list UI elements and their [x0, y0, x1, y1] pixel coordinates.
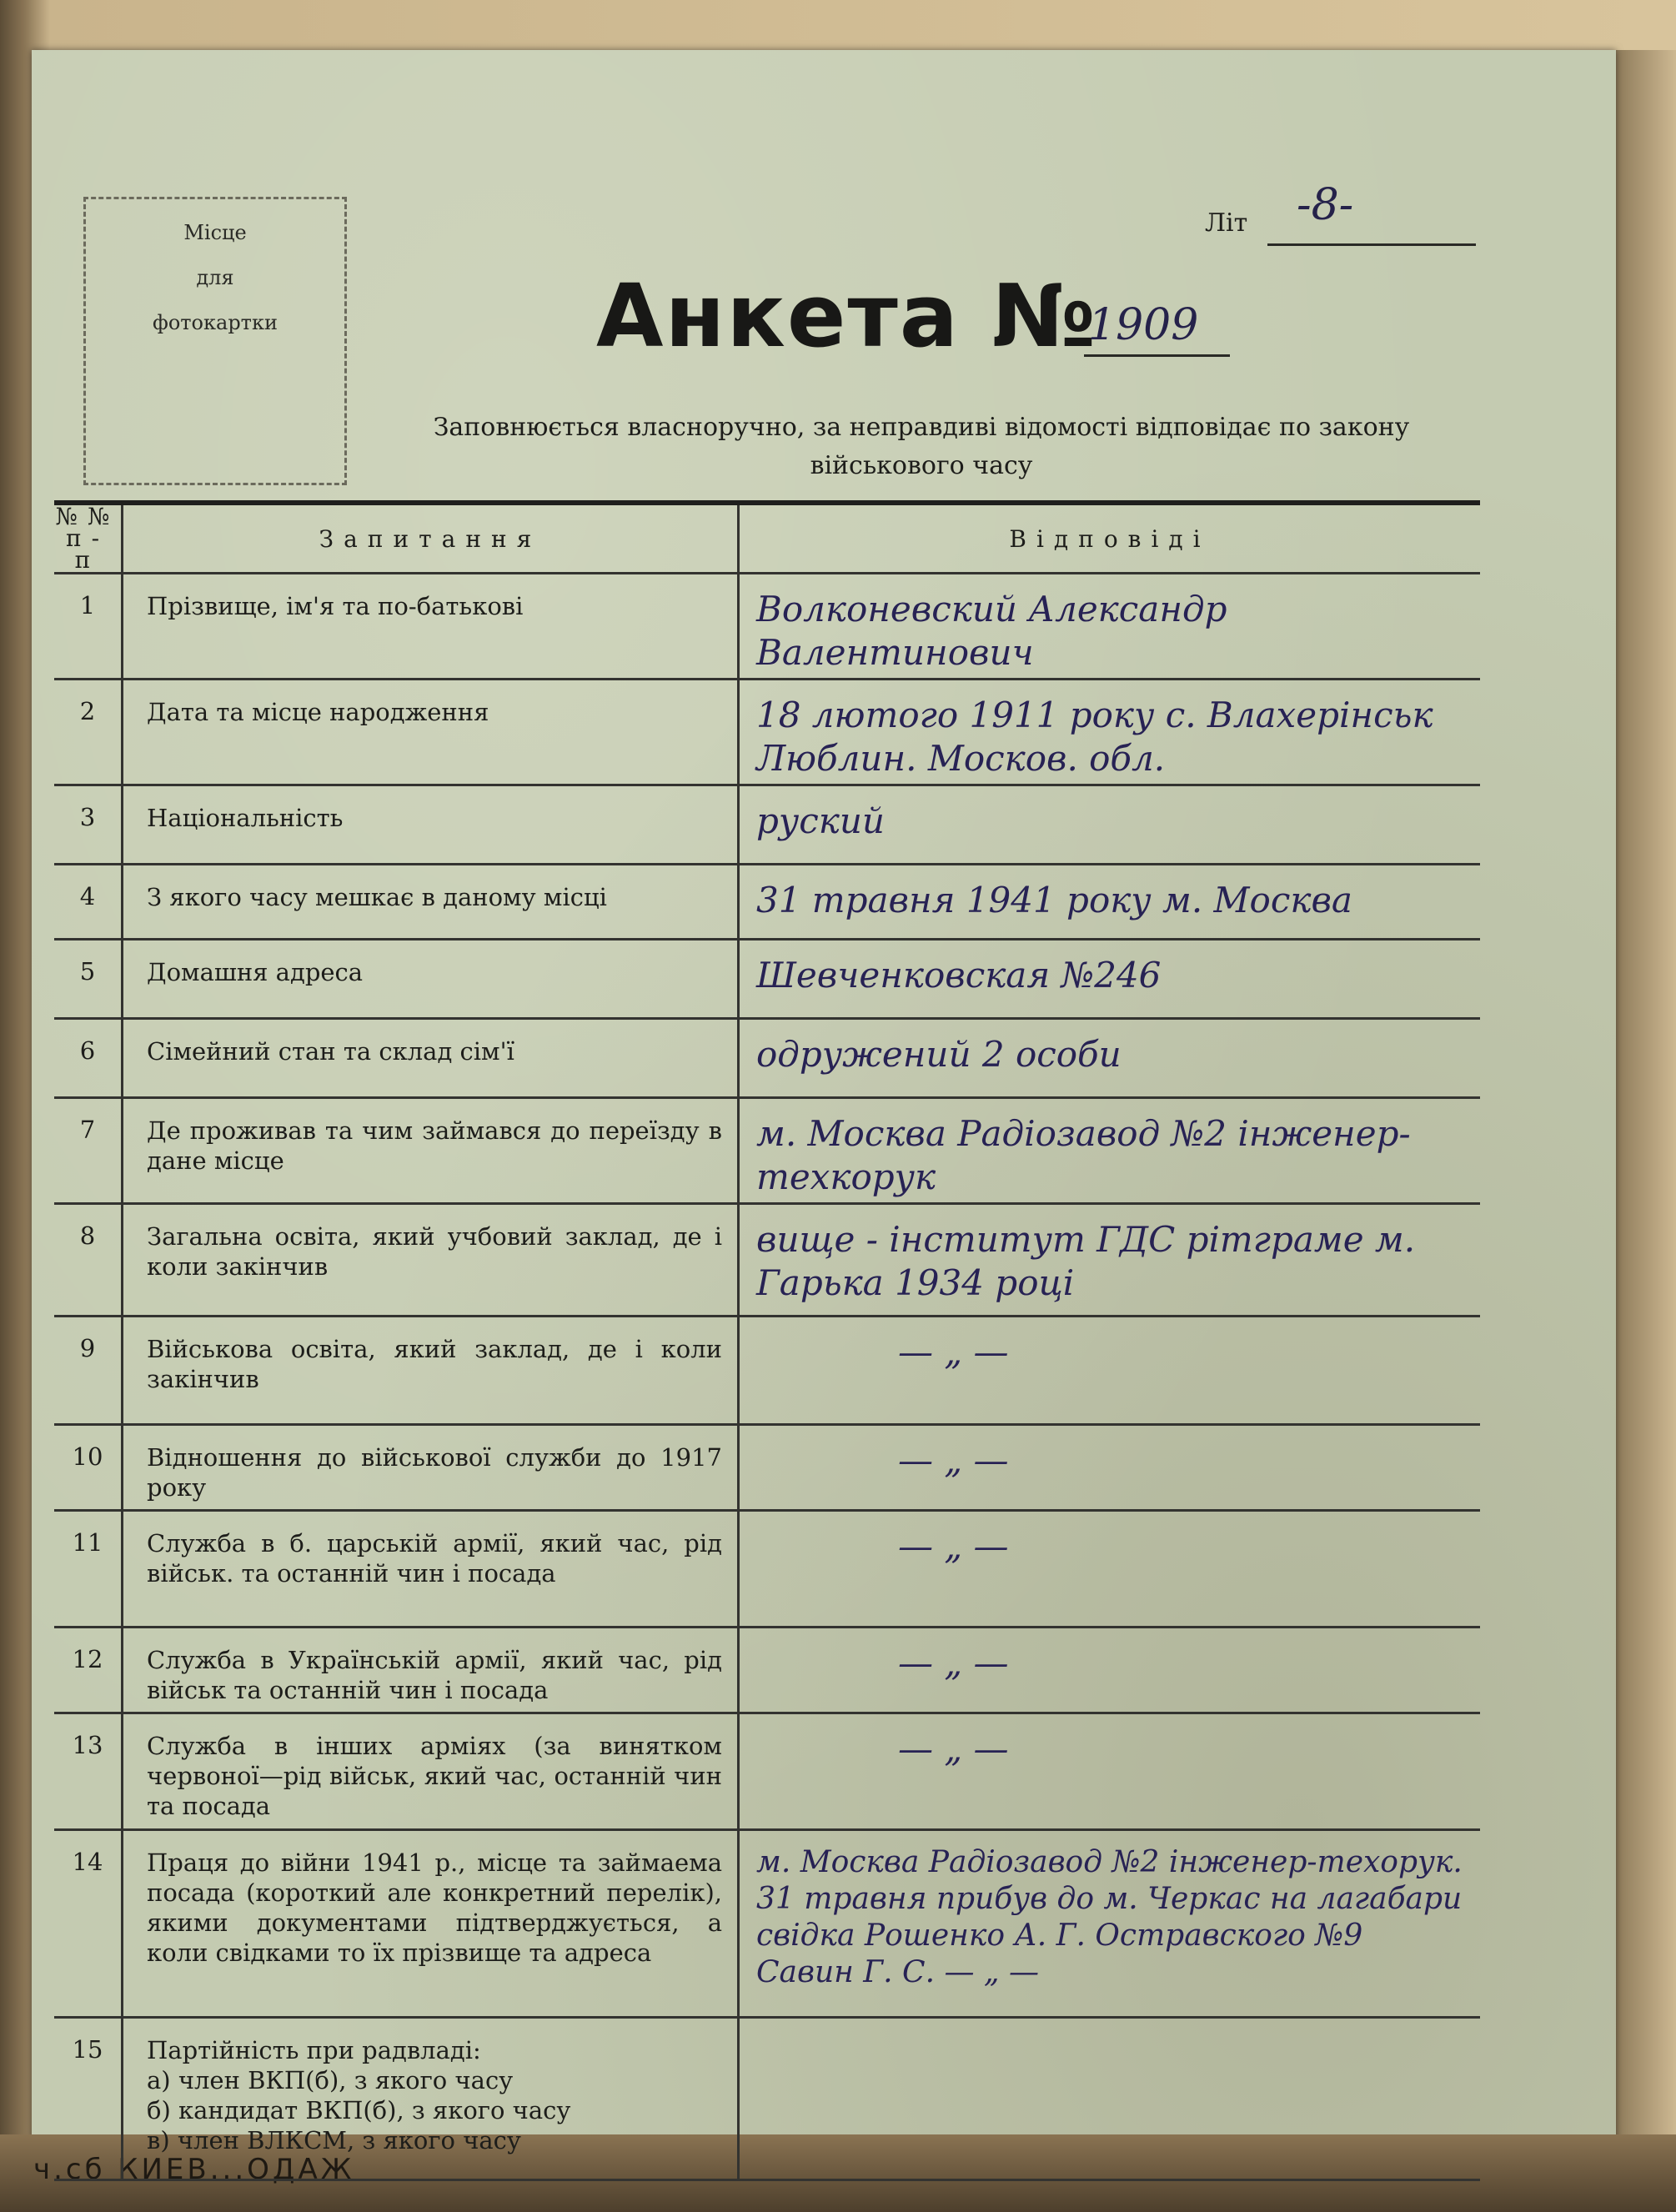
row-number: 4: [54, 865, 123, 940]
row-number: 11: [54, 1511, 123, 1628]
table-row: [54, 940, 1480, 1019]
page-edge: [1616, 50, 1676, 2134]
row-answer: руский: [739, 785, 1481, 865]
row-answer: [739, 2018, 1481, 2180]
row-question: Прізвище, ім'я та по-батькові: [123, 574, 739, 680]
row-answer: Волконевский Александр Валентинович: [739, 574, 1481, 680]
row-question: Де проживав та чим займався до переїзду в дане місце: [123, 1098, 739, 1204]
table-row: [54, 1511, 1480, 1628]
row-question: Служба в Українській армії, який час, рід військ та останній чин і посада: [123, 1628, 739, 1713]
col-question-header: Запитання: [123, 503, 739, 574]
row-question: Дата та місце народження: [123, 680, 739, 785]
form-title: Анкета №: [596, 265, 1098, 367]
row-answer: — „ —: [739, 1425, 1481, 1511]
row-answer: 31 травня 1941 року м. Москва: [739, 865, 1481, 940]
table-row: [54, 1317, 1480, 1425]
row-question: Національність: [123, 785, 739, 865]
row-number: 14: [54, 1830, 123, 2018]
table-row: [54, 1098, 1480, 1204]
form-number: 1909: [1088, 300, 1199, 350]
row-question: Домашня адреса: [123, 940, 739, 1019]
row-question: Служба в б. царській армії, який час, рід військ. та останній чин і посада: [123, 1511, 739, 1628]
row-number: 15: [54, 2018, 123, 2180]
row-question: Сімейний стан та склад сім'ї: [123, 1019, 739, 1098]
form-number-line: [1084, 354, 1230, 357]
row-number: 13: [54, 1713, 123, 1830]
photo-placeholder: [83, 197, 347, 485]
table-row: [54, 1628, 1480, 1713]
row-number: 12: [54, 1628, 123, 1713]
row-number: 2: [54, 680, 123, 785]
form-subtitle: [379, 409, 1463, 485]
table-row: [54, 1425, 1480, 1511]
row-number: 10: [54, 1425, 123, 1511]
table-row: [54, 1019, 1480, 1098]
footer-stamp: ч.сб КИЕВ...ОДАЖ: [33, 2153, 355, 2186]
table-row: [54, 680, 1480, 785]
subtitle-line-1: Заповнюється власноручно, за неправдиві відомості відповідає по закону: [433, 413, 1410, 442]
row-question: Відношення до військової служби до 1917 року: [123, 1425, 739, 1511]
col-answer-header: Відповіді: [739, 503, 1481, 574]
subtitle-line-2: військового часу: [810, 451, 1033, 480]
row-answer: — „ —: [739, 1317, 1481, 1425]
row-answer: 18 лютого 1911 року с. Влахерінськ Люблин. Москов. обл.: [739, 680, 1481, 785]
row-answer: — „ —: [739, 1628, 1481, 1713]
row-question: Праця до війни 1941 р., місце та займаема посада (короткий але конкретний перелік), якими документами підтверджується, а коли свідками то їх прізвище та адреса: [123, 1830, 739, 2018]
questionnaire-table: [54, 500, 1480, 2181]
row-question: З якого часу мешкає в даному місці: [123, 865, 739, 940]
photo-label-1: Місце: [183, 221, 247, 244]
col-num-header: №№ п-п: [54, 503, 123, 574]
row-number: 3: [54, 785, 123, 865]
row-answer: Шевченковская №246: [739, 940, 1481, 1019]
table-row: [54, 865, 1480, 940]
lit-value: -8-: [1297, 180, 1354, 230]
row-answer: вище - інститут ГДС рітграме м. Гарька 1934 році: [739, 1204, 1481, 1317]
row-number: 1: [54, 574, 123, 680]
row-number: 9: [54, 1317, 123, 1425]
row-number: 7: [54, 1098, 123, 1204]
row-question: Служба в інших арміях (за винятком червоної—рід військ, який час, останній чин та посада: [123, 1713, 739, 1830]
row-number: 8: [54, 1204, 123, 1317]
photo-label-2: для: [196, 266, 234, 289]
table-row: [54, 2018, 1480, 2180]
table-row: [54, 785, 1480, 865]
row-number: 6: [54, 1019, 123, 1098]
row-question: Військова освіта, який заклад, де і коли закінчив: [123, 1317, 739, 1425]
lit-line: [1267, 243, 1476, 246]
row-answer: — „ —: [739, 1713, 1481, 1830]
row-answer: одружений 2 особи: [739, 1019, 1481, 1098]
table-row: [54, 1830, 1480, 2018]
photo-label-3: фотокартки: [153, 311, 278, 334]
table-row: [54, 1204, 1480, 1317]
row-question: Партійність при радвладі: а) член ВКП(б), з якого часу б) кандидат ВКП(б), з якого часу в) член ВЛКСМ, з якого часу: [123, 2018, 739, 2180]
table-row: [54, 574, 1480, 680]
lit-label: Літ: [1205, 208, 1248, 238]
table-header-row: [54, 503, 1480, 574]
row-answer: м. Москва Радіозавод №2 інженер-техорук. 31 травня прибув до м. Черкас на лагабари свідка Рошенко А. Г. Остравского №9 Савин Г. С. — „ —: [739, 1830, 1481, 2018]
row-answer: м. Москва Радіозавод №2 інженер-техкорук: [739, 1098, 1481, 1204]
row-question: Загальна освіта, який учбовий заклад, де і коли закінчив: [123, 1204, 739, 1317]
row-number: 5: [54, 940, 123, 1019]
row-answer: — „ —: [739, 1511, 1481, 1628]
table-row: [54, 1713, 1480, 1830]
